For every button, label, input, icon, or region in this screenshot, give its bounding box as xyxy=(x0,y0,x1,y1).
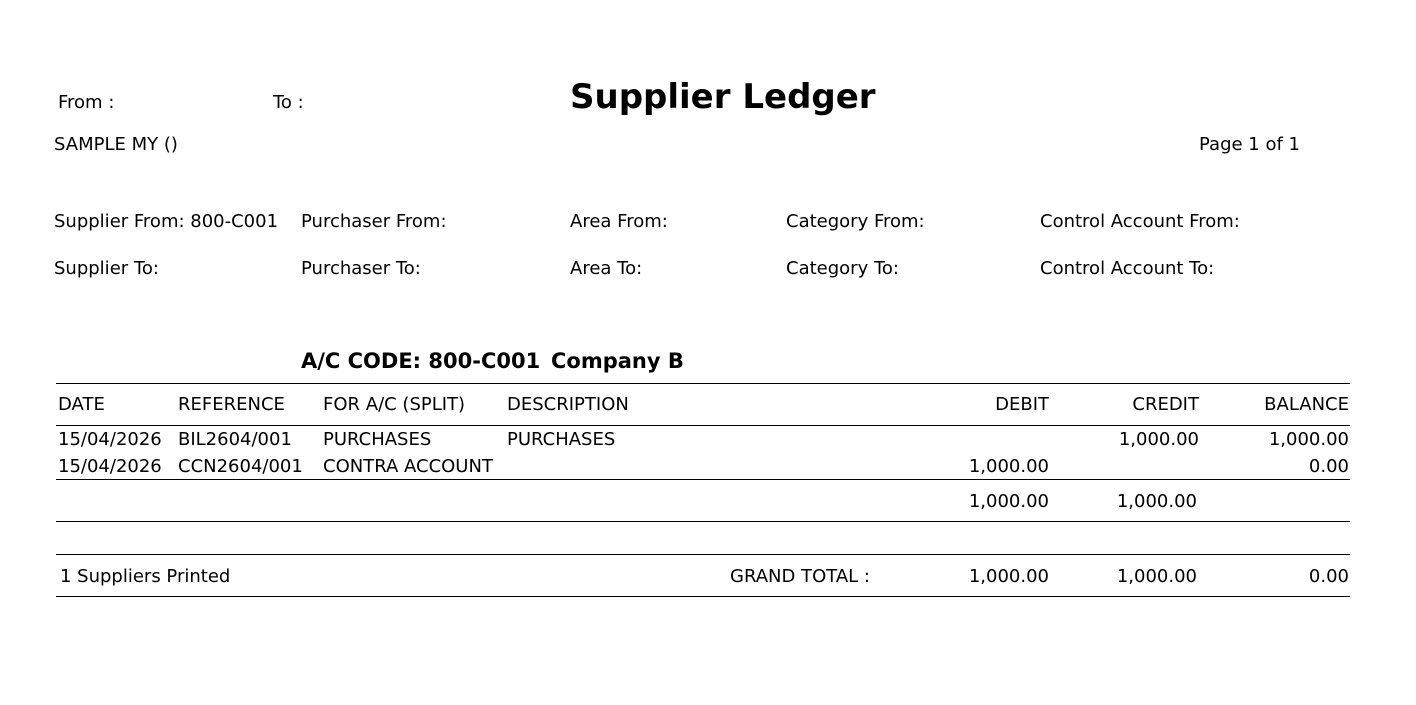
subtotal-bottom-rule xyxy=(56,521,1350,522)
purchaser-to: Purchaser To: xyxy=(301,258,421,279)
to-label: To : xyxy=(273,92,304,113)
grand-total-bottom-rule xyxy=(56,596,1350,597)
col-credit: CREDIT xyxy=(1132,394,1199,415)
row-date: 15/04/2026 xyxy=(58,429,162,450)
row-credit: 1,000.00 xyxy=(1118,429,1199,450)
report-title: Supplier Ledger xyxy=(570,77,876,117)
grand-total-label: GRAND TOTAL : xyxy=(730,566,870,587)
control-account-to: Control Account To: xyxy=(1040,258,1215,279)
supplier-to: Supplier To: xyxy=(54,258,159,279)
category-to: Category To: xyxy=(786,258,899,279)
from-label: From : xyxy=(58,92,115,113)
col-reference: REFERENCE xyxy=(178,394,285,415)
col-description: DESCRIPTION xyxy=(507,394,629,415)
control-account-from: Control Account From: xyxy=(1040,211,1240,232)
suppliers-printed: 1 Suppliers Printed xyxy=(60,566,231,587)
account-code: A/C CODE: 800-C001 xyxy=(301,349,541,373)
area-to: Area To: xyxy=(570,258,643,279)
row-debit: 1,000.00 xyxy=(968,456,1049,477)
subtotal-debit: 1,000.00 xyxy=(968,491,1049,512)
table-top-rule xyxy=(56,383,1350,384)
row-reference: CCN2604/001 xyxy=(178,456,303,477)
col-balance: BALANCE xyxy=(1264,394,1349,415)
grand-total-top-rule xyxy=(56,554,1350,555)
row-date: 15/04/2026 xyxy=(58,456,162,477)
grand-total-debit: 1,000.00 xyxy=(968,566,1049,587)
row-balance: 1,000.00 xyxy=(1268,429,1349,450)
row-balance: 0.00 xyxy=(1308,456,1349,477)
purchaser-from: Purchaser From: xyxy=(301,211,447,232)
row-for-ac: PURCHASES xyxy=(323,429,432,450)
category-from: Category From: xyxy=(786,211,925,232)
grand-total-balance: 0.00 xyxy=(1308,566,1349,587)
row-for-ac: CONTRA ACCOUNT xyxy=(323,456,493,477)
subtotal-credit: 1,000.00 xyxy=(1116,491,1197,512)
header-bottom-rule xyxy=(56,425,1350,426)
company-name: SAMPLE MY () xyxy=(54,134,178,155)
account-name: Company B xyxy=(551,349,684,373)
rows-bottom-rule xyxy=(56,479,1350,480)
col-debit: DEBIT xyxy=(995,394,1049,415)
row-description: PURCHASES xyxy=(507,429,616,450)
row-reference: BIL2604/001 xyxy=(178,429,292,450)
col-date: DATE xyxy=(58,394,105,415)
supplier-from: Supplier From: 800-C001 xyxy=(54,211,279,232)
page-number: Page 1 of 1 xyxy=(1199,134,1300,155)
area-from: Area From: xyxy=(570,211,668,232)
grand-total-credit: 1,000.00 xyxy=(1116,566,1197,587)
col-for-ac: FOR A/C (SPLIT) xyxy=(323,394,466,415)
